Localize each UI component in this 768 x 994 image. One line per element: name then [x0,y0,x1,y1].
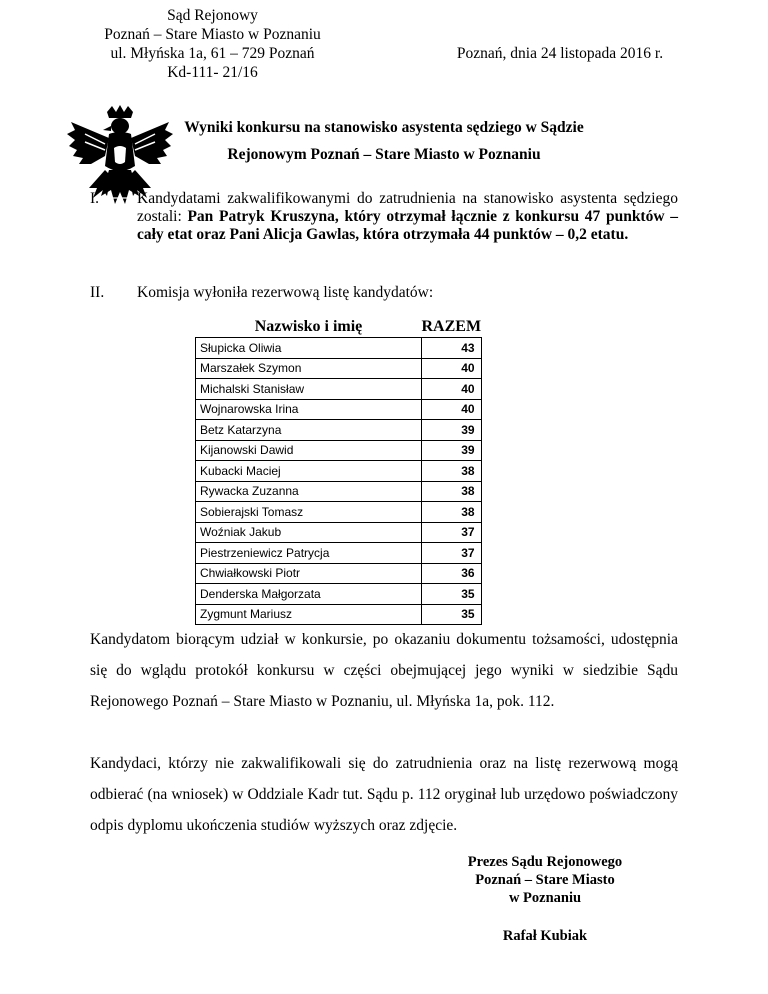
signature-title-line3: w Poznaniu [508,890,582,906]
candidate-score: 36 [422,563,482,584]
candidate-name: Woźniak Jakub [196,522,422,543]
column-header-total: RAZEM [422,316,482,338]
candidate-score: 37 [422,522,482,543]
candidate-name: Rywacka Zuzanna [196,481,422,502]
table-row [196,563,482,584]
candidate-score: 40 [422,379,482,400]
section-1-number: I. [90,190,100,207]
closing-paragraph-2: Kandydaci, którzy nie zakwalifikowali się do zatrudnienia oraz na listę rezerwową mogą odbierać (na wniosek) w Oddziale Kadr tut. Sądu p. 112 oryginał lub urzędowo poświadczony odpis dyplomu ukończenia studiów wyższych oraz zdjęcie. [90,755,678,834]
signatory-name: Rafał Kubiak [502,928,588,944]
table-row [196,584,482,605]
candidate-score: 35 [422,604,482,625]
candidate-score: 38 [422,481,482,502]
closing-paragraph-1: Kandydatom biorącym udział w konkursie, po okazaniu dokumentu tożsamości, udostępnia się do wglądu protokół konkursu w części obejmującej jego wyniki w siedzibie Sądu Rejonowego Poznań – Stare Miasto w Poznaniu, ul. Młyńska 1a, pok. 112. [90,631,678,710]
table-body [196,338,482,625]
table-row [196,420,482,441]
column-header-name: Nazwisko i imię [196,316,422,338]
signature-title-line2: Poznań – Stare Miasto [475,872,615,888]
section-2-number: II. [90,284,105,301]
candidate-score: 37 [422,543,482,564]
document-title-line2: Rejonowym Poznań – Stare Miasto w Poznaniu [227,146,541,163]
candidate-score: 38 [422,502,482,523]
case-number: Kd-111- 21/16 [167,64,258,81]
table-row [196,502,482,523]
candidate-score: 40 [422,358,482,379]
court-division: Poznań – Stare Miasto w Poznaniu [104,26,321,43]
table-row [196,604,482,625]
table-row [196,338,482,359]
table-header-row [196,316,482,338]
table-row [196,461,482,482]
candidate-score: 39 [422,440,482,461]
table-row [196,399,482,420]
court-address: ul. Młyńska 1a, 61 – 729 Poznań [110,45,315,62]
document-date: Poznań, dnia 24 listopada 2016 r. [456,45,664,62]
signature-title-line1: Prezes Sądu Rejonowego [467,854,623,870]
document-title-line1: Wyniki konkursu na stanowisko asystenta sędziego w Sądzie [184,119,584,136]
section-2-text: Komisja wyłoniła rezerwową listę kandydatów: [137,284,434,301]
candidate-name: Kubacki Maciej [196,461,422,482]
candidate-score: 39 [422,420,482,441]
table-row [196,481,482,502]
candidate-score: 43 [422,338,482,359]
signature-block [440,853,650,945]
candidate-name: Sobierajski Tomasz [196,502,422,523]
section-1-plain: Kandydatami zakwalifikowanymi do zatrudnienia na stanowisko asystenta sędziego zostali: [137,190,678,225]
candidate-name: Marszałek Szymon [196,358,422,379]
court-name: Sąd Rejonowy [167,7,258,24]
reserve-candidates-table [195,316,482,625]
section-1-text [137,190,678,244]
candidate-name: Zygmunt Mariusz [196,604,422,625]
candidate-score: 38 [422,461,482,482]
court-header [80,6,345,82]
candidate-score: 40 [422,399,482,420]
candidate-name: Chwiałkowski Piotr [196,563,422,584]
candidate-name: Słupicka Oliwia [196,338,422,359]
candidate-name: Michalski Stanisław [196,379,422,400]
table-row [196,440,482,461]
candidate-name: Piestrzeniewicz Patrycja [196,543,422,564]
candidate-name: Betz Katarzyna [196,420,422,441]
table-row [196,358,482,379]
table-row [196,379,482,400]
candidate-name: Denderska Małgorzata [196,584,422,605]
table-row [196,522,482,543]
table-row [196,543,482,564]
candidate-score: 35 [422,584,482,605]
candidate-name: Wojnarowska Irina [196,399,422,420]
section-1-bold: Pan Patryk Kruszyna, który otrzymał łącznie z konkursu 47 punktów – cały etat oraz Pani Alicja Gawlas, która otrzymała 44 punktów – 0,2 etatu. [137,208,678,243]
candidate-name: Kijanowski Dawid [196,440,422,461]
